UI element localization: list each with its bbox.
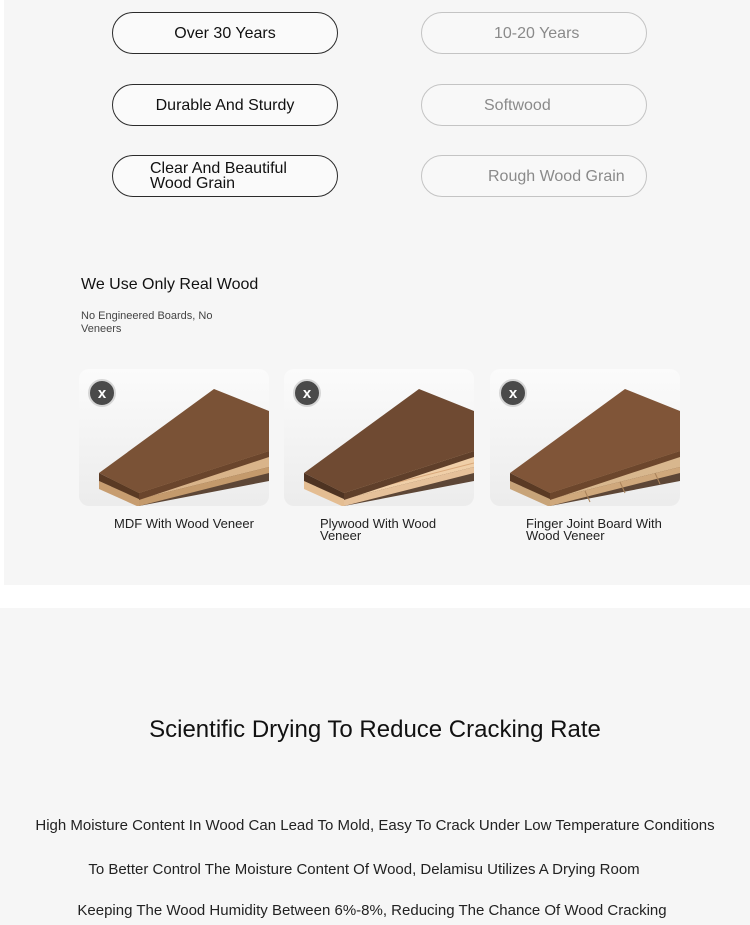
drying-line-3: Keeping The Wood Humidity Between 6%-8%, Reducing The Chance Of Wood Cracking: [77, 902, 667, 919]
pill-label: Clear And Beautiful Wood Grain: [150, 160, 287, 192]
pill-softwood: [421, 84, 647, 126]
pill-label: Rough Wood Grain: [488, 167, 625, 185]
x-icon: x: [88, 379, 116, 407]
pill-label: Softwood: [484, 96, 551, 114]
drying-line-1: High Moisture Content In Wood Can Lead To Mold, Easy To Crack Under Low Temperature Conditions: [35, 817, 715, 834]
mdf-veneer-image: [79, 369, 269, 506]
pill-10-20-years: [421, 12, 647, 54]
pill-durable-and-sturdy: [112, 84, 338, 126]
plywood-veneer-image: [284, 369, 474, 506]
plywood-label: Plywood With Wood Veneer: [320, 516, 437, 543]
real-wood-heading: We Use Only Real Wood: [81, 276, 259, 293]
drying-title: Scientific Drying To Reduce Cracking Rate: [149, 716, 601, 743]
real-wood-subheading: No Engineered Boards, No Veneers: [81, 310, 213, 335]
mdf-label: MDF With Wood Veneer: [114, 516, 254, 531]
pill-label: Durable And Sturdy: [155, 96, 295, 114]
finger-joint-label: Finger Joint Board With Wood Veneer: [526, 516, 662, 543]
x-icon: x: [499, 379, 527, 407]
drying-line-2: To Better Control The Moisture Content Of Wood, Delamisu Utilizes A Drying Room: [88, 861, 640, 878]
pill-over-30-years: [112, 12, 338, 54]
x-icon: x: [293, 379, 321, 407]
pill-label: 10-20 Years: [494, 24, 580, 42]
pill-label: Over 30 Years: [174, 24, 276, 42]
pill-rough-wood-grain: [421, 155, 647, 197]
finger-joint-veneer-image: [490, 369, 680, 506]
pill-clear-wood-grain: [112, 155, 338, 197]
